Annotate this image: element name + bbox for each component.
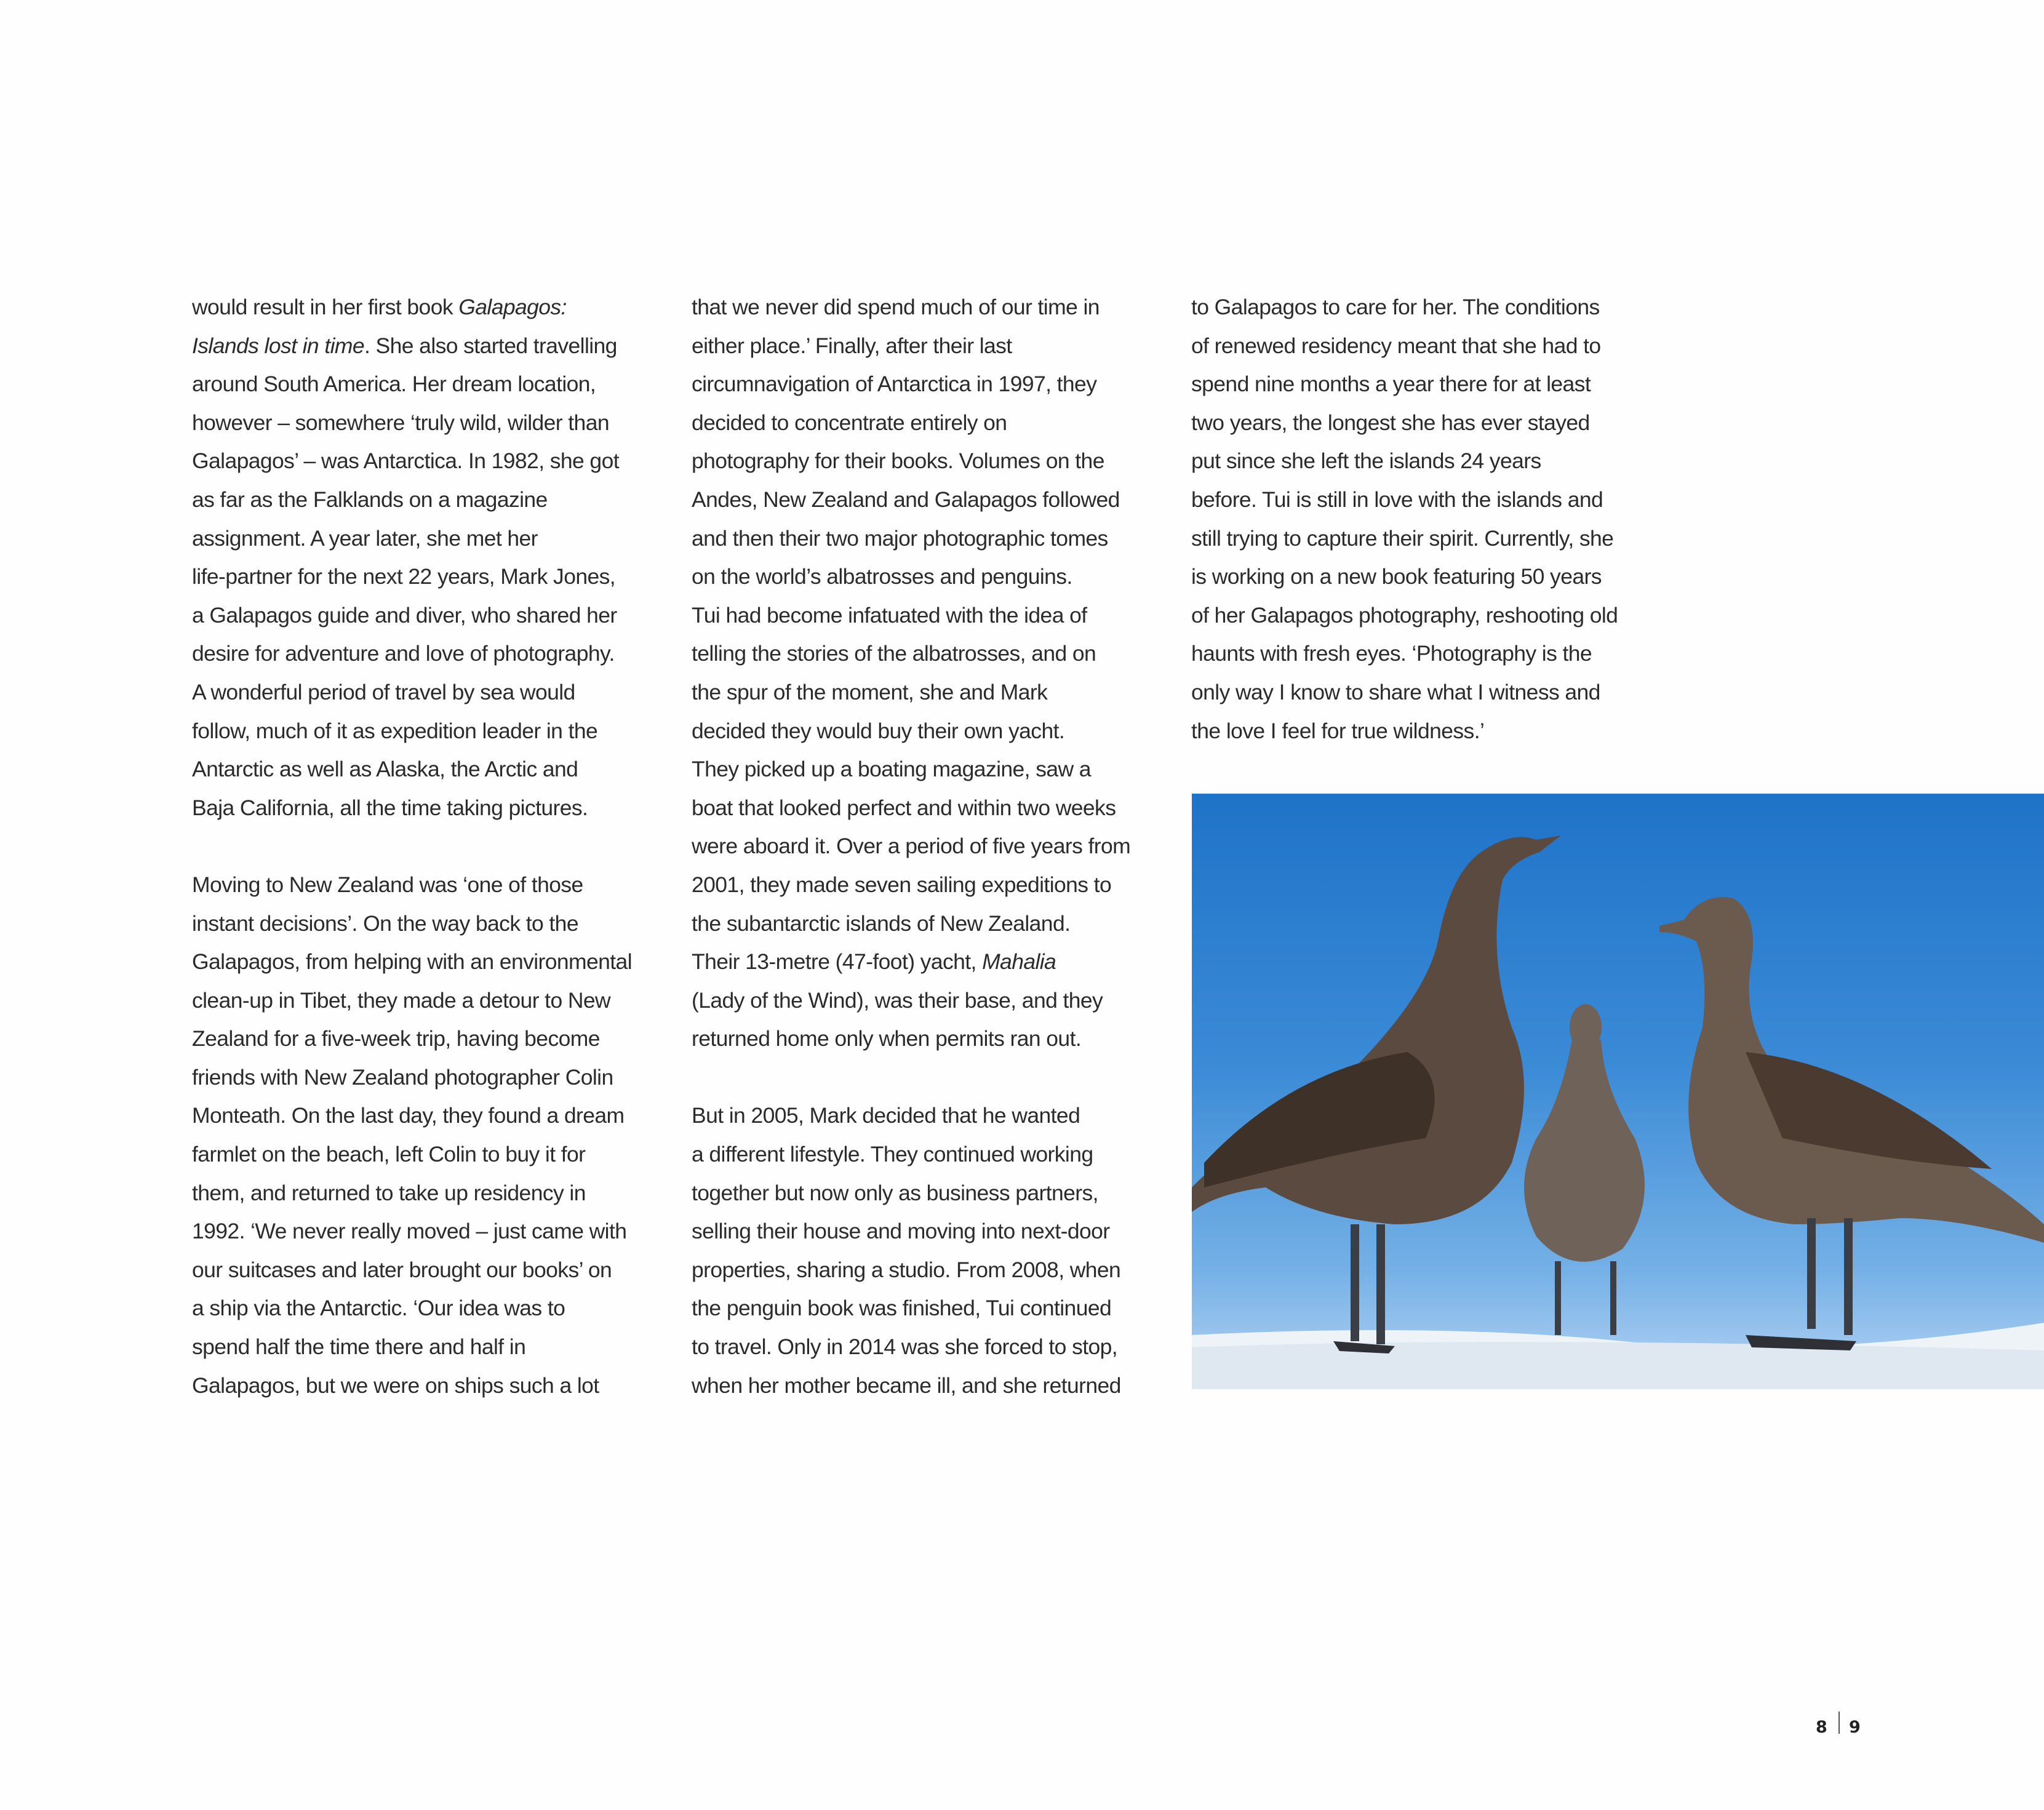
text-segment: two years, the longest she has ever stayed <box>1191 410 1590 435</box>
text-line <box>1191 404 1634 442</box>
text-line <box>192 1289 635 1328</box>
text-line <box>192 904 635 943</box>
text-line <box>192 1328 635 1366</box>
text-line <box>692 1212 1135 1251</box>
text-line <box>192 519 635 558</box>
text-segment: Monteath. On the last day, they found a dream <box>192 1103 625 1128</box>
text-line <box>692 1289 1135 1328</box>
text-segment: as far as the Falklands on a magazine <box>192 487 548 512</box>
text-line <box>192 712 635 751</box>
text-line <box>192 1174 635 1213</box>
text-column-2 <box>692 288 1135 1405</box>
text-line <box>692 750 1135 789</box>
italic-title: Mahalia <box>982 949 1056 975</box>
text-segment: spend half the time there and half in <box>192 1334 526 1360</box>
text-segment: But in 2005, Mark decided that he wanted <box>692 1103 1080 1128</box>
albatross-right <box>1659 897 2044 1350</box>
text-segment: them, and returned to take up residency in <box>192 1180 586 1205</box>
text-line <box>692 288 1135 327</box>
text-segment: Tui had become infatuated with the idea of <box>692 602 1087 628</box>
text-segment: decided they would buy their own yacht. <box>692 718 1065 743</box>
text-line <box>1191 288 1634 327</box>
text-segment: Antarctic as well as Alaska, the Arctic and <box>192 757 578 782</box>
page-number-left: 8 <box>1816 1718 1827 1737</box>
text-segment: circumnavigation of Antarctica in 1997, they <box>692 372 1097 397</box>
text-line <box>192 789 635 827</box>
text-line <box>692 519 1135 558</box>
text-line <box>1191 596 1634 635</box>
text-line <box>692 480 1135 519</box>
text-segment: however – somewhere ‘truly wild, wilder than <box>192 410 609 435</box>
text-segment: when her mother became ill, and she returned <box>692 1373 1121 1398</box>
text-line <box>192 1096 635 1135</box>
text-segment: clean-up in Tibet, they made a detour to New <box>192 987 611 1013</box>
text-line <box>1191 634 1634 673</box>
text-segment: assignment. A year later, she met her <box>192 525 538 551</box>
text-line <box>192 866 635 904</box>
text-line <box>692 365 1135 404</box>
text-line <box>1191 519 1634 558</box>
text-segment: returned home only when permits ran out. <box>692 1026 1082 1051</box>
text-segment: Andes, New Zealand and Galapagos followed <box>692 487 1120 512</box>
text-line <box>1191 327 1634 365</box>
text-segment: a ship via the Antarctic. ‘Our idea was to <box>192 1296 565 1321</box>
text-line <box>692 1096 1135 1135</box>
text-line <box>692 943 1135 981</box>
text-line <box>1191 673 1634 712</box>
text-segment: our suitcases and later brought our books’ on <box>192 1257 612 1282</box>
text-line <box>192 750 635 789</box>
text-segment: of her Galapagos photography, reshooting old <box>1191 602 1618 628</box>
text-segment: and then their two major photographic tomes <box>692 525 1108 551</box>
text-segment: only way I know to share what I witness and <box>1191 679 1600 704</box>
text-segment: Galapagos’ – was Antarctica. In 1982, she got <box>192 449 619 474</box>
text-line <box>692 442 1135 480</box>
text-line <box>692 1019 1135 1058</box>
text-line <box>192 1135 635 1174</box>
text-segment: a different lifestyle. They continued working <box>692 1142 1093 1167</box>
text-segment: properties, sharing a studio. From 2008, when <box>692 1257 1121 1282</box>
text-line <box>192 442 635 480</box>
text-line <box>192 365 635 404</box>
text-line <box>692 673 1135 712</box>
italic-title: Islands lost in time <box>192 333 365 358</box>
text-line <box>1191 480 1634 519</box>
text-line <box>192 943 635 981</box>
text-segment: 2001, they made seven sailing expeditions to <box>692 872 1112 897</box>
text-line <box>692 1135 1135 1174</box>
text-line <box>192 1019 635 1058</box>
text-column-3 <box>1191 288 1634 750</box>
text-line <box>192 1251 635 1290</box>
text-segment: farmlet on the beach, left Colin to buy it for <box>192 1142 586 1167</box>
text-segment: 1992. ‘We never really moved – just came with <box>192 1219 627 1244</box>
text-line <box>692 404 1135 442</box>
text-line <box>192 327 635 365</box>
text-segment: Baja California, all the time taking pictures. <box>192 795 588 820</box>
paragraph-break <box>692 1058 1135 1097</box>
text-segment: desire for adventure and love of photography. <box>192 641 615 666</box>
paragraph-break <box>192 827 635 866</box>
text-line <box>692 789 1135 827</box>
text-line <box>192 557 635 596</box>
text-segment: Zealand for a five-week trip, having become <box>192 1026 600 1051</box>
text-segment: together but now only as business partners, <box>692 1180 1098 1205</box>
text-segment: on the world’s albatrosses and penguins. <box>692 564 1072 589</box>
text-segment: spend nine months a year there for at least <box>1191 372 1591 397</box>
text-segment: haunts with fresh eyes. ‘Photography is the <box>1191 641 1592 666</box>
text-segment: life-partner for the next 22 years, Mark Jones, <box>192 564 616 589</box>
text-line <box>192 1366 635 1405</box>
text-line <box>692 634 1135 673</box>
text-segment: that we never did spend much of our time in <box>692 295 1100 319</box>
text-line <box>1191 365 1634 404</box>
text-segment: would result in her first book <box>192 295 459 319</box>
text-segment: decided to concentrate entirely on <box>692 410 1007 435</box>
text-segment: They picked up a boating magazine, saw a <box>692 757 1091 782</box>
text-segment: put since she left the islands 24 years <box>1191 449 1541 474</box>
text-line <box>192 404 635 442</box>
text-segment: A wonderful period of travel by sea would <box>192 679 575 704</box>
text-line <box>192 981 635 1020</box>
text-segment: is working on a new book featuring 50 years <box>1191 564 1602 589</box>
text-line <box>692 1251 1135 1290</box>
text-line <box>692 1328 1135 1366</box>
text-segment: follow, much of it as expedition leader in the <box>192 718 598 743</box>
text-segment: photography for their books. Volumes on the <box>692 449 1104 474</box>
text-segment: the love I feel for true wildness.’ <box>1191 718 1485 743</box>
text-segment: a Galapagos guide and diver, who shared her <box>192 602 617 628</box>
text-segment: of renewed residency meant that she had to <box>1191 333 1601 358</box>
text-segment: the penguin book was finished, Tui continued <box>692 1296 1112 1321</box>
text-line <box>1191 442 1634 480</box>
text-segment: were aboard it. Over a period of five years from <box>692 834 1131 859</box>
text-line <box>192 634 635 673</box>
text-line <box>692 327 1135 365</box>
text-segment: telling the stories of the albatrosses, and on <box>692 641 1096 666</box>
text-line <box>692 712 1135 751</box>
text-line <box>192 1058 635 1097</box>
text-segment: instant decisions’. On the way back to the <box>192 911 578 936</box>
italic-title: Galapagos: <box>458 295 567 319</box>
text-line <box>692 866 1135 904</box>
text-line <box>1191 712 1634 751</box>
albatross-left <box>1192 835 1561 1354</box>
text-segment: (Lady of the Wind), was their base, and they <box>692 987 1103 1013</box>
text-line <box>692 596 1135 635</box>
text-segment: Moving to New Zealand was ‘one of those <box>192 872 583 897</box>
text-segment: around South America. Her dream location, <box>192 372 596 397</box>
text-segment: Galapagos, from helping with an environmental <box>192 949 632 975</box>
text-segment: before. Tui is still in love with the islands and <box>1191 487 1603 512</box>
text-line <box>192 596 635 635</box>
folio-divider <box>1838 1712 1840 1734</box>
text-segment: to Galapagos to care for her. The conditions <box>1191 295 1600 319</box>
albatross-middle <box>1524 1004 1645 1335</box>
text-segment: still trying to capture their spirit. Currently, she <box>1191 525 1614 551</box>
text-segment: Their 13-metre (47-foot) yacht, <box>692 949 983 975</box>
text-line <box>692 1366 1135 1405</box>
text-segment: to travel. Only in 2014 was she forced to stop, <box>692 1334 1118 1360</box>
text-segment: . She also started travelling <box>364 333 617 358</box>
text-line <box>692 557 1135 596</box>
text-line <box>192 1212 635 1251</box>
albatross-illustration <box>1192 794 2044 1389</box>
text-line <box>692 1174 1135 1213</box>
text-line <box>692 981 1135 1020</box>
text-line <box>192 673 635 712</box>
text-segment: the subantarctic islands of New Zealand. <box>692 911 1071 936</box>
page-number-right: 9 <box>1849 1718 1861 1737</box>
albatross-photo <box>1192 794 2044 1389</box>
text-line <box>192 288 635 327</box>
text-segment: the spur of the moment, she and Mark <box>692 679 1048 704</box>
text-line <box>1191 557 1634 596</box>
text-segment: either place.’ Finally, after their last <box>692 333 1012 358</box>
text-segment: boat that looked perfect and within two weeks <box>692 795 1116 820</box>
text-segment: friends with New Zealand photographer Colin <box>192 1064 613 1090</box>
text-column-1 <box>192 288 635 1405</box>
text-segment: selling their house and moving into next-door <box>692 1219 1110 1244</box>
text-line <box>192 480 635 519</box>
text-line <box>692 827 1135 866</box>
text-segment: Galapagos, but we were on ships such a lot <box>192 1373 599 1398</box>
text-line <box>692 904 1135 943</box>
